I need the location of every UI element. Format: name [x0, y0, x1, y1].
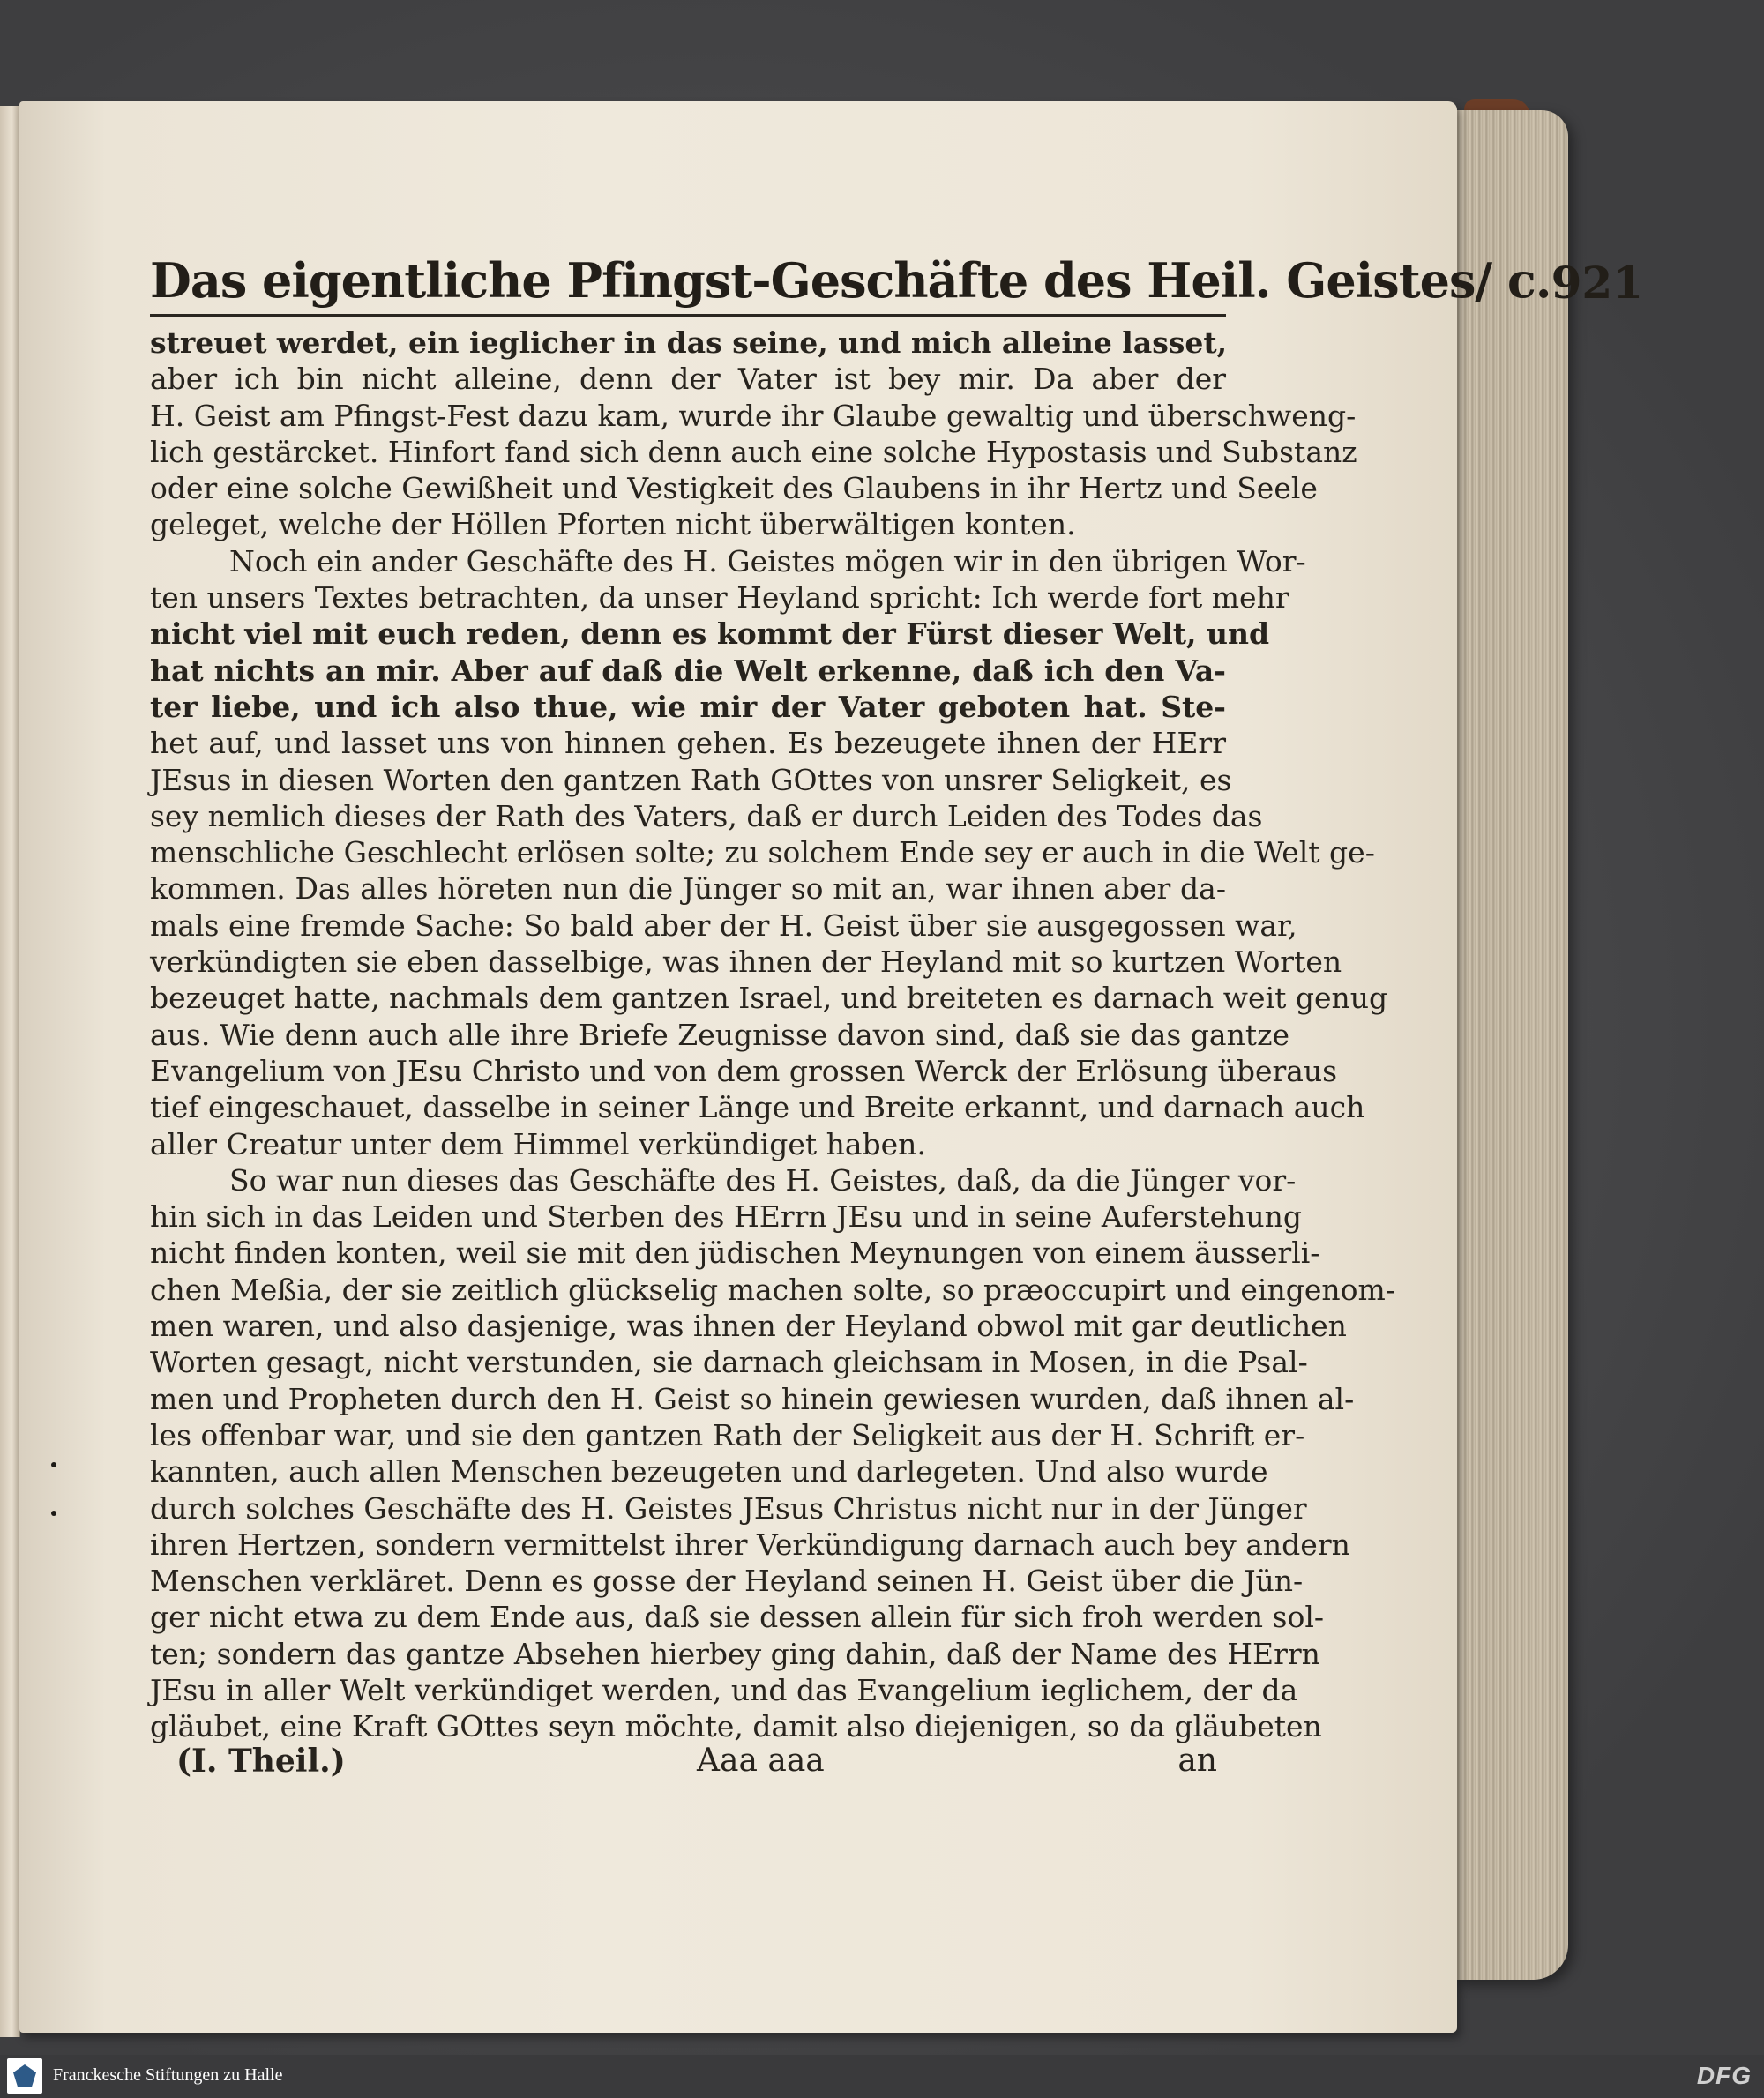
text-line: Evangelium von JEsu Christo und von dem grossen Werck der Erlösung überaus	[150, 1053, 1338, 1088]
page-header	[150, 247, 1643, 317]
text-line: les offenbar war, und sie den gantzen Rath der Seligkeit aus der H. Schrift er-	[150, 1417, 1305, 1452]
margin-mark	[51, 1462, 56, 1467]
text-line: Worten gesagt, nicht verstunden, sie darnach gleichsam in Mosen, in die Psal-	[150, 1345, 1308, 1380]
page-footer	[176, 1743, 1217, 1787]
paragraph	[150, 1162, 1395, 1745]
text-line: kommen. Das alles höreten nun die Jünger so mit an, war ihnen aber da-	[150, 871, 1226, 907]
left-page-edge	[0, 106, 20, 2037]
text-line: geleget, welche der Höllen Pforten nicht überwältigen konten.	[150, 507, 1076, 542]
text-line: kannten, auch allen Menschen bezeugeten und darlegeten. Und also wurde	[150, 1454, 1268, 1490]
text-line: H. Geist am Pfingst-Fest dazu kam, wurde ihr Glaube gewaltig und überschweng-	[150, 398, 1357, 433]
text-line: ihren Hertzen, sondern vermittelst ihrer Verkündigung darnach auch bey andern	[150, 1527, 1350, 1562]
text-line: tief eingeschauet, dasselbe in seiner Länge und Breite erkannt, und darnach auch	[150, 1090, 1365, 1125]
volume-mark: (I. Theil.)	[176, 1743, 346, 1780]
text-line: JEsu in aller Welt verkündiget werden, und das Evangelium ieglichem, der da	[150, 1672, 1298, 1707]
text-line: nicht viel mit euch reden, denn es kommt der Fürst dieser Welt, und	[150, 616, 1270, 652]
signature-mark: Aaa aaa	[697, 1743, 825, 1779]
catchword: an	[1177, 1743, 1217, 1779]
text-line: men und Propheten durch den H. Geist so hinein gewiesen wurden, daß ihnen al-	[150, 1381, 1355, 1416]
text-line: nicht finden konten, weil sie mit den jüdischen Meynungen von einem äusserli-	[150, 1236, 1320, 1271]
text-line: sey nemlich dieses der Rath des Vaters, daß er durch Leiden des Todes das	[150, 798, 1263, 833]
text-line: ten unsers Textes betrachten, da unser Heyland spricht: Ich werde fort mehr	[150, 580, 1289, 616]
text-line: streuet werdet, ein ieglicher in das seine, und mich alleine lasset,	[150, 325, 1228, 360]
text-line: Noch ein ander Geschäfte des H. Geistes mögen wir in den übrigen Wor-	[229, 543, 1306, 579]
text-line: JEsus in diesen Worten den gantzen Rath GOttes von unsrer Seligkeit, es	[150, 762, 1232, 797]
text-line: gläubet, eine Kraft GOttes seyn möchte, damit also diejenigen, so da gläubeten	[150, 1709, 1322, 1744]
page-number: 921	[1551, 257, 1643, 309]
franckesche-stiftungen-logo-icon[interactable]	[7, 2058, 42, 2094]
text-line: verkündigten sie eben dasselbige, was ihnen der Heyland mit so kurtzen Worten	[150, 944, 1342, 980]
running-head: Das eigentliche Pfingst-Geschäfte des Heil. Geistes/ c.	[150, 252, 1551, 309]
body-text	[150, 325, 1395, 1745]
text-line: oder eine solche Gewißheit und Vestigkeit des Glaubens in ihr Hertz und Seele	[150, 471, 1318, 506]
text-line: hin sich in das Leiden und Sterben des HErrn JEsu und in seine Auferstehung	[150, 1199, 1303, 1235]
paragraph	[150, 543, 1388, 1162]
text-line: hat nichts an mir. Aber auf daß die Welt erkenne, daß ich den Va-	[150, 653, 1226, 688]
paragraph	[150, 325, 1357, 543]
text-line: durch solches Geschäfte des H. Geistes JEsus Christus nicht nur in der Jünger	[150, 1490, 1307, 1526]
text-line: menschliche Geschlecht erlösen solte; zu solchem Ende sey er auch in die Welt ge-	[150, 835, 1375, 870]
text-line: mals eine fremde Sache: So bald aber der H. Geist über sie ausgegossen war,	[150, 907, 1297, 943]
text-line: aller Creatur unter dem Himmel verkündiget haben.	[150, 1126, 926, 1161]
margin-mark	[51, 1511, 56, 1516]
text-line: So war nun dieses das Geschäfte des H. Geistes, daß, da die Jünger vor-	[229, 1162, 1297, 1198]
institution-name[interactable]: Franckesche Stiftungen zu Halle	[53, 2065, 283, 2085]
text-line: het auf, und lasset uns von hinnen gehen. Es bezeugete ihnen der HErr	[150, 726, 1226, 761]
text-line: aus. Wie denn auch alle ihre Briefe Zeugnisse davon sind, daß sie das gantze	[150, 1017, 1290, 1052]
text-line: men waren, und also dasjenige, was ihnen der Heyland obwol mit gar deutlichen	[150, 1309, 1347, 1344]
text-line: aber ich bin nicht alleine, denn der Vater ist bey mir. Da aber der	[150, 362, 1226, 397]
text-line: Menschen verkläret. Denn es gosse der Heyland seinen H. Geist über die Jün-	[150, 1564, 1304, 1599]
text-line: bezeuget hatte, nachmals dem gantzen Israel, und breiteten es darnach weit genug	[150, 981, 1388, 1016]
text-line: chen Meßia, der sie zeitlich glückselig machen solte, so præoccupirt und eingenom-	[150, 1272, 1395, 1307]
book-page-edges	[1454, 110, 1568, 1980]
text-line: ter liebe, und ich also thue, wie mir der Vater geboten hat. Ste-	[150, 689, 1226, 724]
viewer-bottom-bar	[0, 2055, 1764, 2098]
text-line: ger nicht etwa zu dem Ende aus, daß sie dessen allein für sich froh werden sol-	[150, 1600, 1325, 1635]
text-line: lich gestärcket. Hinfort fand sich denn auch eine solche Hypostasis und Substanz	[150, 434, 1357, 469]
text-line: ten; sondern das gantze Absehen hierbey ging dahin, daß der Name des HErrn	[150, 1636, 1320, 1671]
dfg-logo[interactable]: DFG	[1696, 2062, 1752, 2089]
